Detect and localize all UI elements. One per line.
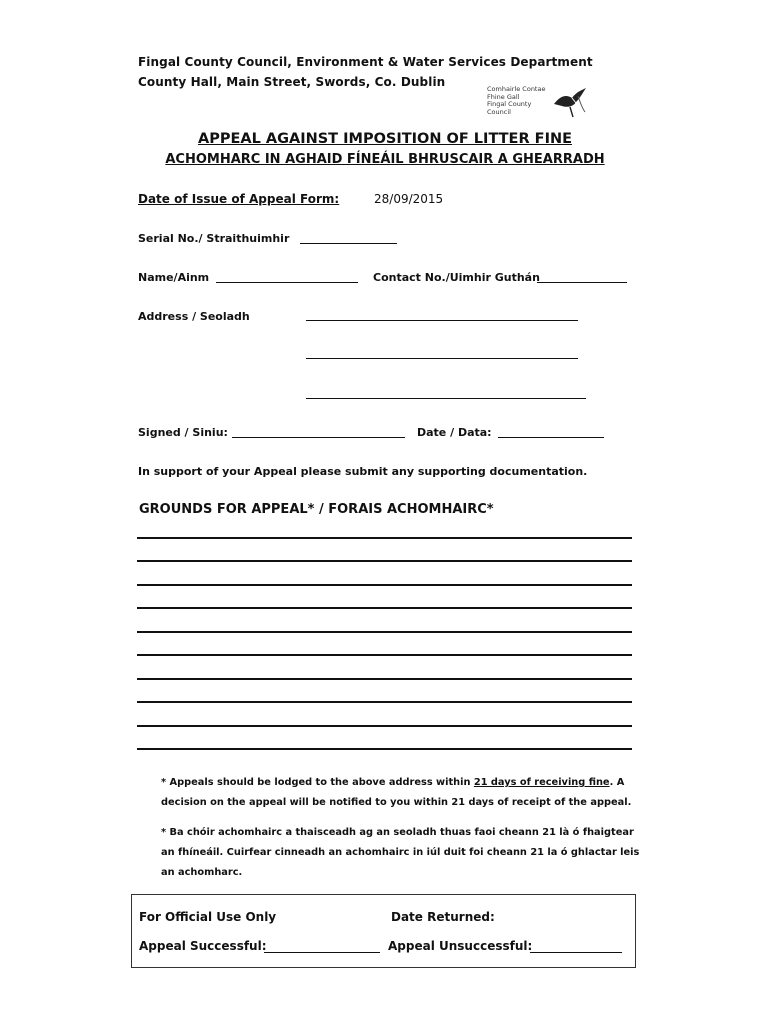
- official-use-box: [131, 894, 636, 968]
- grounds-line[interactable]: [137, 725, 632, 727]
- appeal-note-english-2: decision on the appeal will be notified to you within 21 days of receipt of the appeal.: [161, 797, 632, 808]
- logo-line: Comhairle Contae: [487, 85, 546, 93]
- form-title-english: APPEAL AGAINST IMPOSITION OF LITTER FINE: [197, 131, 573, 147]
- grounds-line[interactable]: [137, 607, 632, 609]
- grounds-line[interactable]: [137, 584, 632, 586]
- date-label: Date / Data:: [417, 426, 492, 439]
- logo-line: Council: [487, 107, 511, 116]
- appeal-note-english: [161, 777, 624, 788]
- note-text: . A: [609, 777, 625, 788]
- address-field-line-1[interactable]: [306, 320, 578, 321]
- appeal-note-irish-3: an achomharc.: [161, 867, 243, 878]
- appeal-note-irish-1: * Ba chóir achomhairc a thaisceadh ag an seoladh thuas faoi cheann 21 là ó fhaigtear: [161, 827, 634, 838]
- appeal-note-irish-2: an fhíneáil. Cuirfear cinneadh an achomhairc in iúl duit foi cheann 21 la ó ghlactar leis: [161, 847, 640, 858]
- signed-label: Signed / Siniu:: [138, 426, 228, 439]
- form-title-irish: ACHOMHARC IN AGHAID FÍNEÁIL BHRUSCAIR A GHEARRADH: [165, 152, 605, 167]
- contact-label: Contact No./Uimhir Guthán: [373, 271, 540, 284]
- appeal-unsuccessful-label: Appeal Unsuccessful:: [388, 939, 533, 953]
- contact-field[interactable]: [537, 282, 627, 283]
- address-field-line-2[interactable]: [306, 358, 578, 359]
- appeal-successful-field[interactable]: [264, 952, 380, 953]
- address-field-line-3[interactable]: [306, 398, 586, 399]
- date-returned-label: Date Returned:: [391, 910, 495, 924]
- grounds-heading: GROUNDS FOR APPEAL* / FORAIS ACHOMHAIRC*: [139, 502, 494, 517]
- address-label: Address / Seoladh: [138, 310, 250, 323]
- grounds-line[interactable]: [137, 654, 632, 656]
- logo-line: Fhine Gall: [487, 92, 520, 101]
- serial-label: Serial No./ Straithuimhir: [138, 232, 290, 245]
- appeal-unsuccessful-field[interactable]: [530, 952, 622, 953]
- signature-field[interactable]: [232, 437, 405, 438]
- name-field[interactable]: [216, 282, 358, 283]
- logo-line: Fingal County: [487, 100, 532, 108]
- date-issue-value: 28/09/2015: [374, 192, 444, 206]
- appeal-successful-label: Appeal Successful:: [139, 939, 267, 953]
- note-deadline: 21 days of receiving fine: [473, 777, 610, 788]
- support-note: In support of your Appeal please submit any supporting documentation.: [138, 465, 588, 478]
- bird-logo-icon: [552, 84, 588, 120]
- official-use-label: For Official Use Only: [139, 910, 277, 924]
- note-text: * Appeals should be lodged to the above address within: [161, 777, 474, 788]
- date-issue-label: Date of Issue of Appeal Form:: [138, 192, 340, 206]
- grounds-line[interactable]: [137, 701, 632, 703]
- name-label: Name/Ainm: [138, 271, 210, 284]
- serial-field[interactable]: [300, 243, 397, 244]
- council-department-header: Fingal County Council, Environment & Water Services Department: [138, 55, 593, 69]
- date-field[interactable]: [498, 437, 604, 438]
- council-address-header: County Hall, Main Street, Swords, Co. Dublin: [138, 75, 446, 89]
- grounds-line[interactable]: [137, 678, 632, 680]
- grounds-line[interactable]: [137, 631, 632, 633]
- grounds-line[interactable]: [137, 537, 632, 539]
- grounds-line[interactable]: [137, 560, 632, 562]
- grounds-line[interactable]: [137, 748, 632, 750]
- council-logo: [487, 86, 545, 116]
